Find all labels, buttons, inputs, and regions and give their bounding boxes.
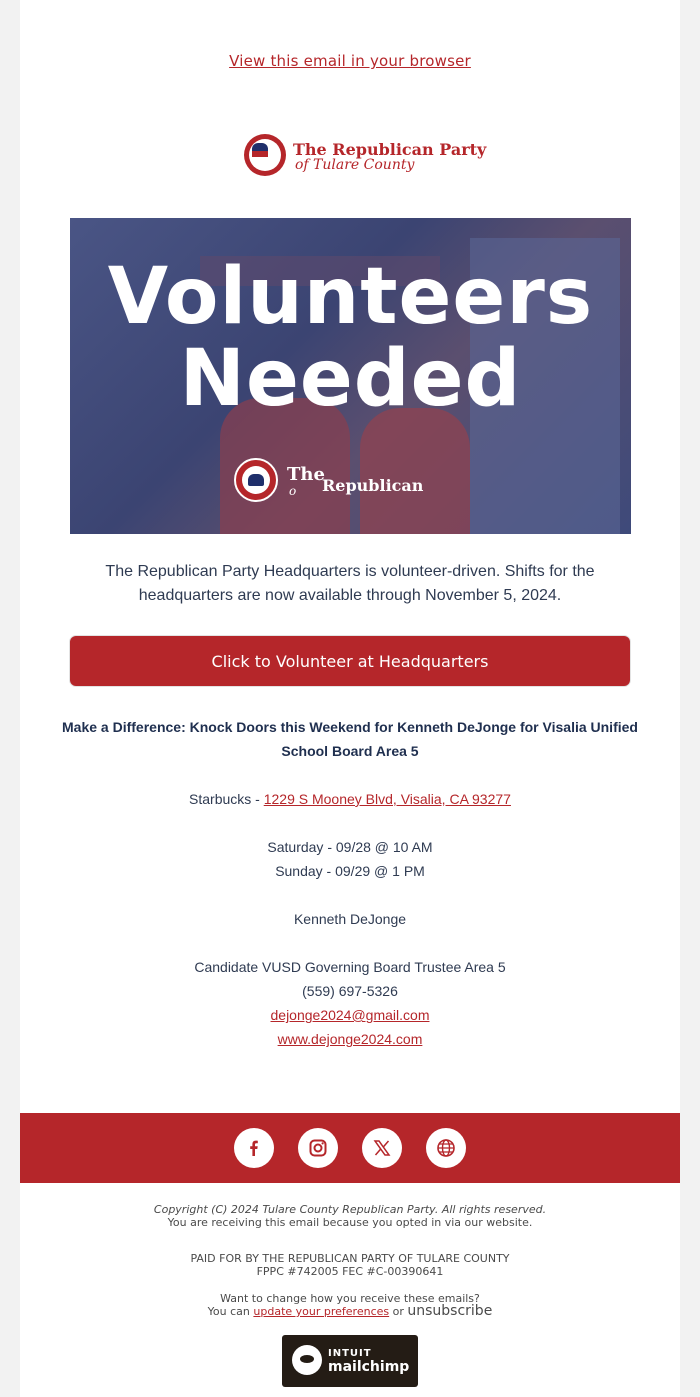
social-bar [20, 1113, 680, 1183]
change-prompt: Want to change how you receive these emails? [220, 1292, 480, 1305]
website-icon[interactable] [426, 1128, 466, 1168]
view-in-browser-link[interactable]: View this email in your browser [229, 52, 471, 70]
hero-banner [70, 218, 631, 534]
event-heading: Make a Difference: Knock Doors this Weekend for Kenneth DeJonge for Visalia Unified School Board Area 5 [62, 719, 638, 759]
candidate-website-link[interactable]: www.dejonge2024.com [277, 1031, 423, 1047]
mailchimp-freddie-icon [292, 1345, 322, 1375]
x-icon[interactable] [362, 1128, 402, 1168]
party-logo[interactable] [244, 134, 487, 180]
hero-seal-icon [234, 458, 278, 502]
candidate-name: Kenneth DeJonge [293, 911, 407, 927]
mailchimp-badge[interactable]: INTUIT mailchimp [282, 1335, 418, 1387]
paid-for-disclaimer: PAID FOR BY THE REPUBLICAN PARTY OF TULARE COUNTY [190, 1252, 510, 1265]
facebook-icon[interactable] [234, 1128, 274, 1168]
fppc-number: FPPC #742005 FEC #C-00390641 [256, 1265, 444, 1278]
preferences-line: You can update your preferences or unsubscribe [207, 1303, 493, 1319]
candidate-phone: (559) 697-5326 [302, 983, 398, 999]
logo-title: The Republican Party [293, 140, 487, 159]
event-details [60, 715, 640, 1051]
copyright-text: Copyright (C) 2024 Tulare County Republican Party. All rights reserved. [153, 1203, 547, 1216]
location-address-link[interactable]: 1229 S Mooney Blvd, Visalia, CA 93277 [263, 791, 511, 807]
unsubscribe-link[interactable]: unsubscribe [407, 1303, 493, 1319]
footer [20, 1203, 680, 1318]
opt-in-reason: You are receiving this email because you opted in via our website. [167, 1216, 533, 1229]
intro-text: The Republican Party Headquarters is volunteer-driven. Shifts for the headquarters are now available through November 5, 2024. [105, 563, 595, 604]
logo-subtitle: of Tulare County [295, 157, 415, 173]
event-time-saturday: Saturday - 09/28 @ 10 AM [267, 839, 433, 855]
volunteer-button[interactable]: Click to Volunteer at Headquarters [70, 636, 630, 686]
hero-brand-o: o [289, 484, 297, 498]
update-preferences-link[interactable]: update your preferences [253, 1305, 390, 1318]
party-seal-icon [244, 134, 286, 176]
event-time-sunday: Sunday - 09/29 @ 1 PM [275, 863, 425, 879]
candidate-email-link[interactable]: dejonge2024@gmail.com [270, 1007, 430, 1023]
instagram-icon[interactable] [298, 1128, 338, 1168]
candidate-title: Candidate VUSD Governing Board Trustee Area 5 [194, 959, 506, 975]
hero-brand-the: The [287, 464, 325, 485]
hero-brand-republican: Republican [322, 476, 424, 495]
hero-title: Volunteers Needed [107, 252, 594, 424]
email-body [20, 0, 680, 1397]
event-location: Starbucks - 1229 S Mooney Blvd, Visalia, CA 93277 [189, 791, 511, 807]
